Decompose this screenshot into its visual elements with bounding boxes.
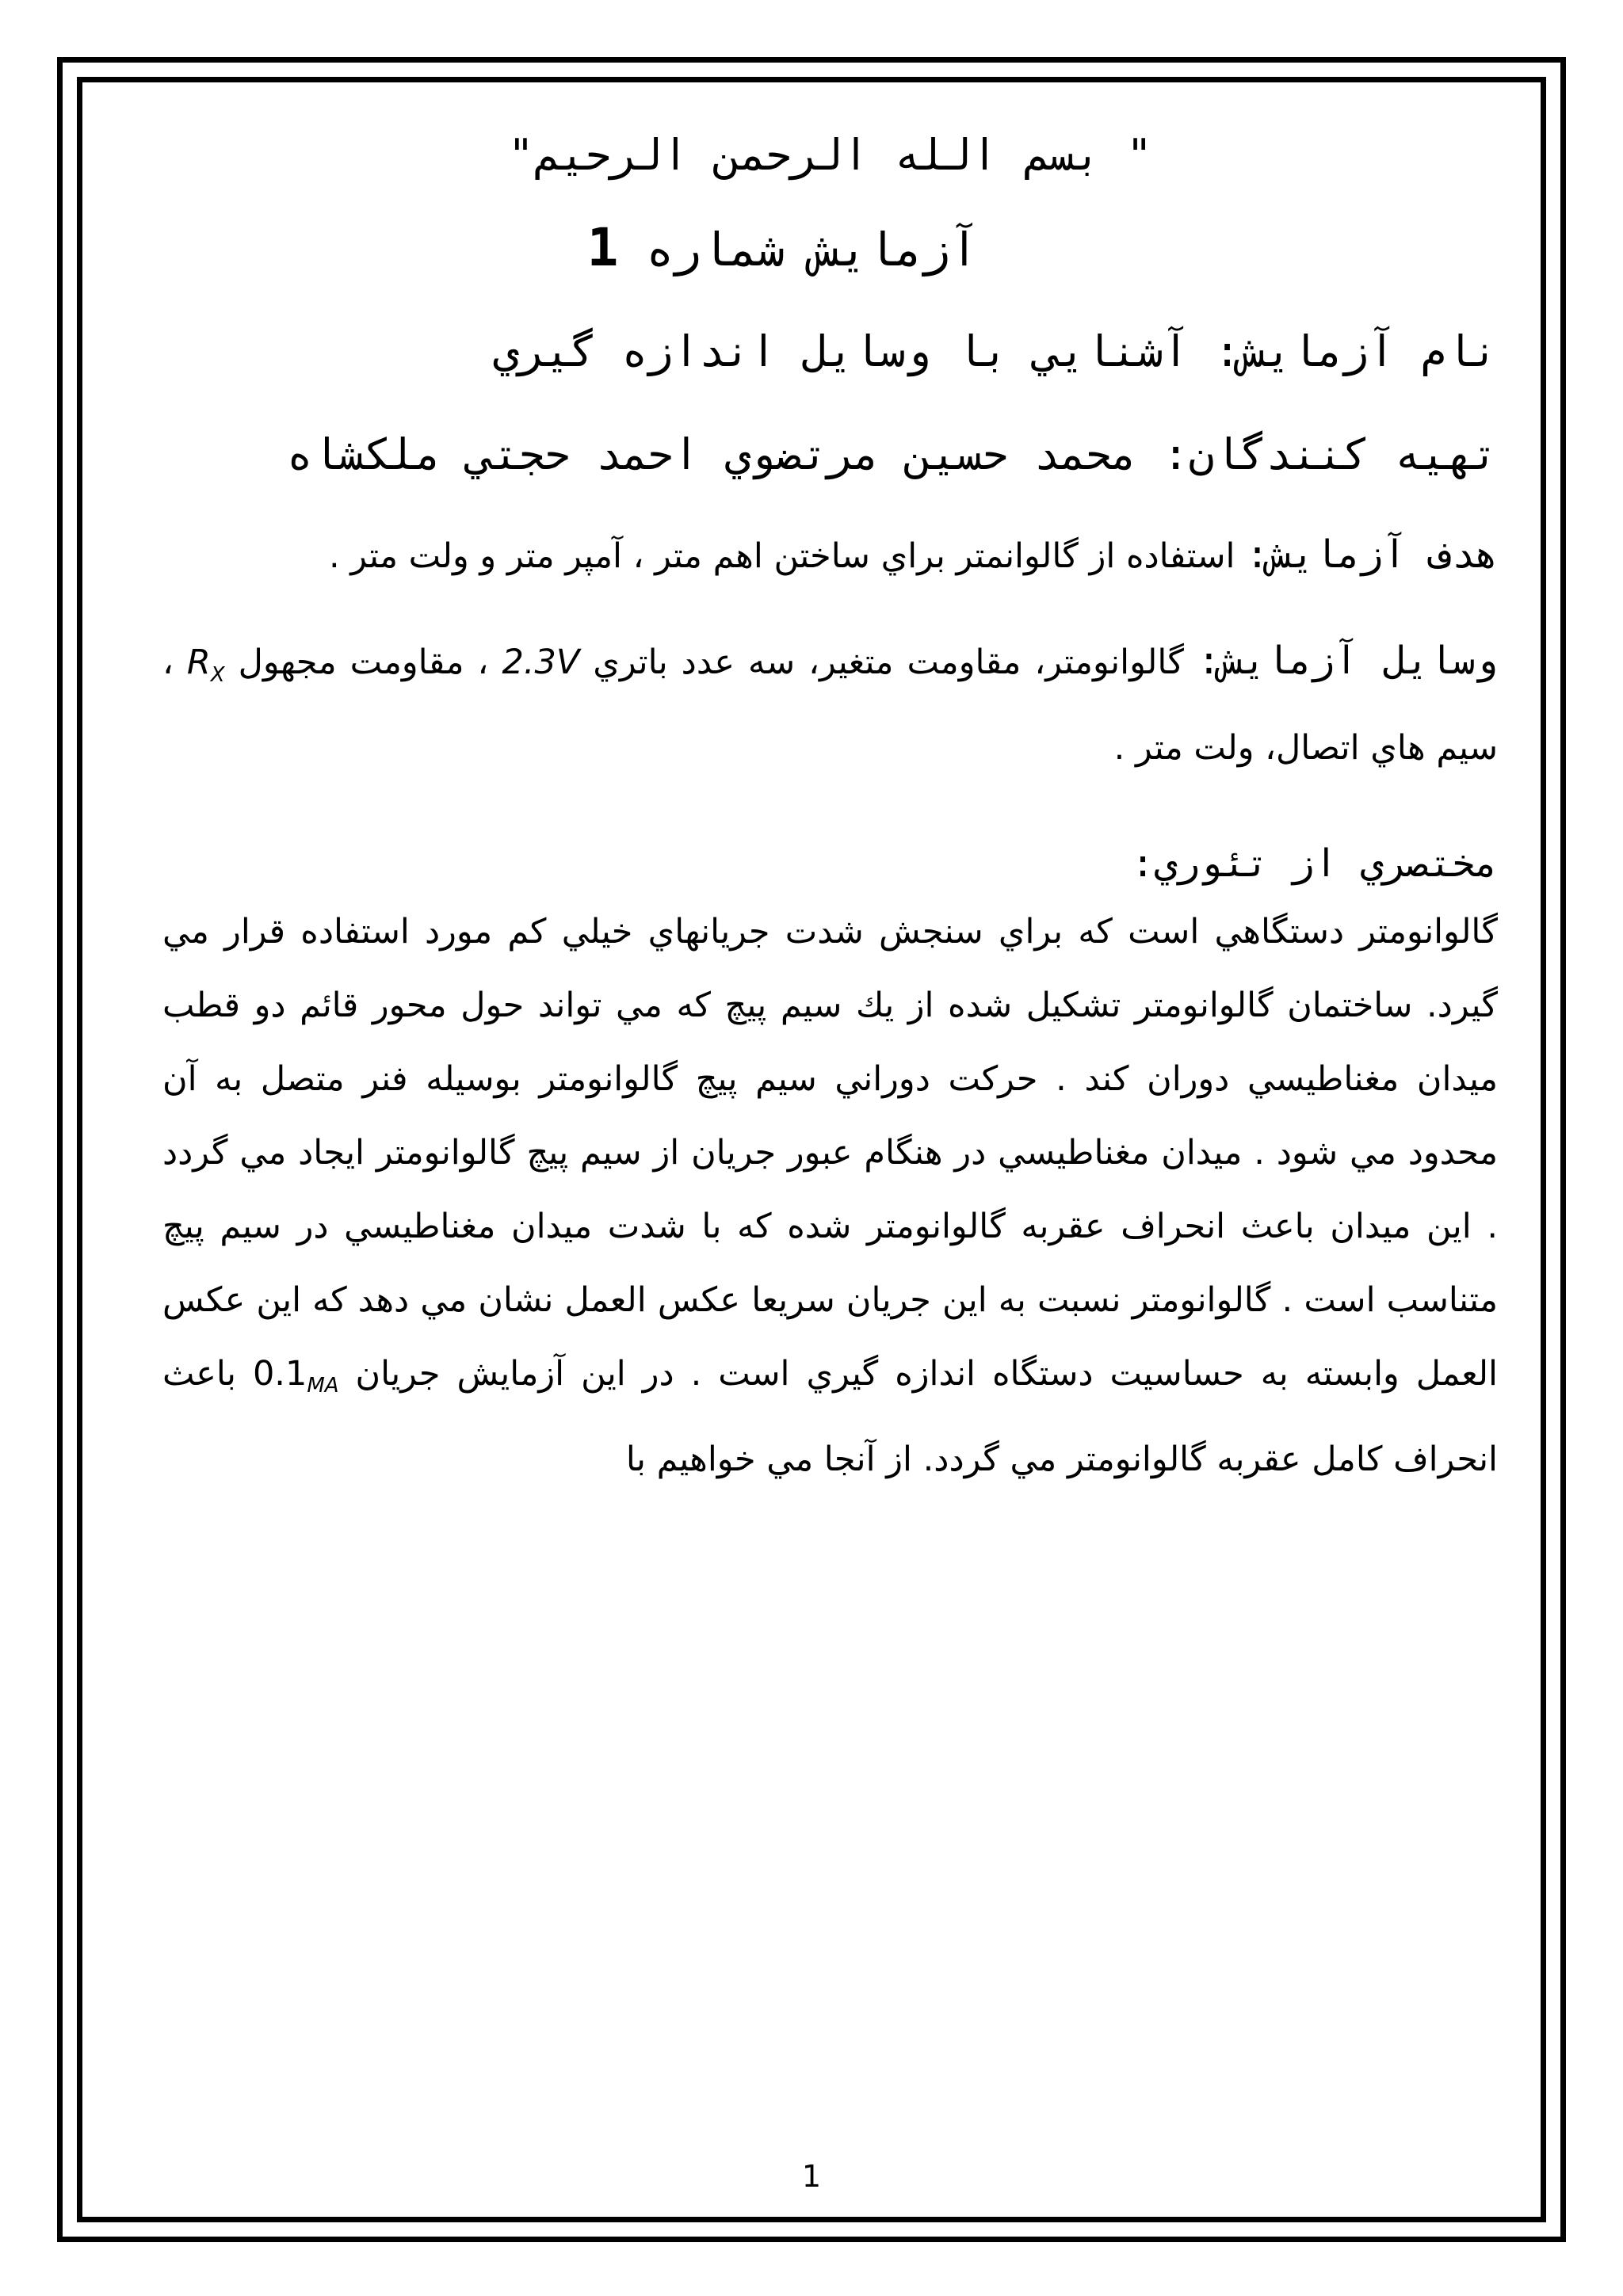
experiment-name-value: آشنايي با وسايل اندازه گيري bbox=[493, 326, 1189, 376]
page-number: 1 bbox=[801, 2159, 822, 2194]
experiment-goal bbox=[162, 518, 1498, 593]
equipment-label: وسايل آزمايش: bbox=[1197, 639, 1498, 683]
equipment bbox=[162, 624, 1498, 784]
experiment-number-value: 1 bbox=[586, 217, 619, 278]
theory-text-b: باعث انحراف كامل عقربه گالوانومتر مي گردد. از آنجا مي خواهيم با bbox=[162, 1353, 1498, 1480]
equipment-text-c: ، سيم هاي اتصال، ولت متر . bbox=[162, 643, 1498, 768]
basmala-heading: " بسم الله الرحمن الرحيم" bbox=[508, 130, 1152, 180]
goal-text: استفاده از گالوانمتر براي ساختن اهم متر ، آمپر متر و ولت متر . bbox=[328, 536, 1235, 576]
theory-text-a: گالوانومتر دستگاهي است كه براي سنجش شدت جريانهاي خيلي كم مورد استفاده قرار مي گيرد. ساختمان گالوانومتر تشكيل شده از يك سيم پيچ كه مي تواند حول محور قائم دو قطب ميدان مغناطيسي دوران كند . حركت دوراني سيم پيچ گالوانومتر بوسيله فنر متصل به آن محدود مي شود . ميدان مغناطيسي در هنگام عبور جريان از سيم پيچ گالوانومتر ايجاد مي گردد . اين ميدان باعث انحراف عقربه گالوانومتر شده كه با شدت ميدان مغناطيسي در سيم پيچ متناسب است . گالوانومتر نسبت به اين جريان سريعا عكس العمل نشان مي دهد كه اين عكس العمل وابسته به حساسيت دستگاه اندازه گيري است . در اين آزمايش جريان bbox=[162, 911, 1498, 1394]
prepared-by-label: تهيه كنندگان: bbox=[1163, 429, 1498, 479]
equipment-text-b: ، مقاومت مجهول bbox=[238, 643, 489, 682]
experiment-number bbox=[162, 217, 1498, 320]
goal-label: هدف آزمايش: bbox=[1246, 532, 1498, 577]
resistor-symbol: $R_X$ bbox=[186, 643, 225, 687]
battery-voltage: 2.3V bbox=[502, 643, 580, 682]
prepared-by bbox=[162, 423, 1498, 486]
equipment-text-a: گالوانومتر، مقاومت متغير، سه عدد باتري bbox=[593, 643, 1184, 682]
document-body bbox=[162, 119, 1498, 1497]
current-value: $0.1_{MA}$ bbox=[252, 1353, 339, 1398]
experiment-name bbox=[162, 320, 1498, 423]
theory-heading: مختصري از تئوري: bbox=[1131, 841, 1498, 886]
theory-text bbox=[162, 895, 1498, 1497]
experiment-name-label: نام آزمايش: bbox=[1214, 326, 1498, 376]
prepared-by-names: محمد حسين مرتضوي احمد حجتي ملكشاه bbox=[286, 429, 1137, 479]
experiment-number-label: آزمايش شماره bbox=[646, 223, 979, 277]
current-unit: MA bbox=[307, 1374, 339, 1398]
resistor-subscript: X bbox=[210, 662, 225, 687]
